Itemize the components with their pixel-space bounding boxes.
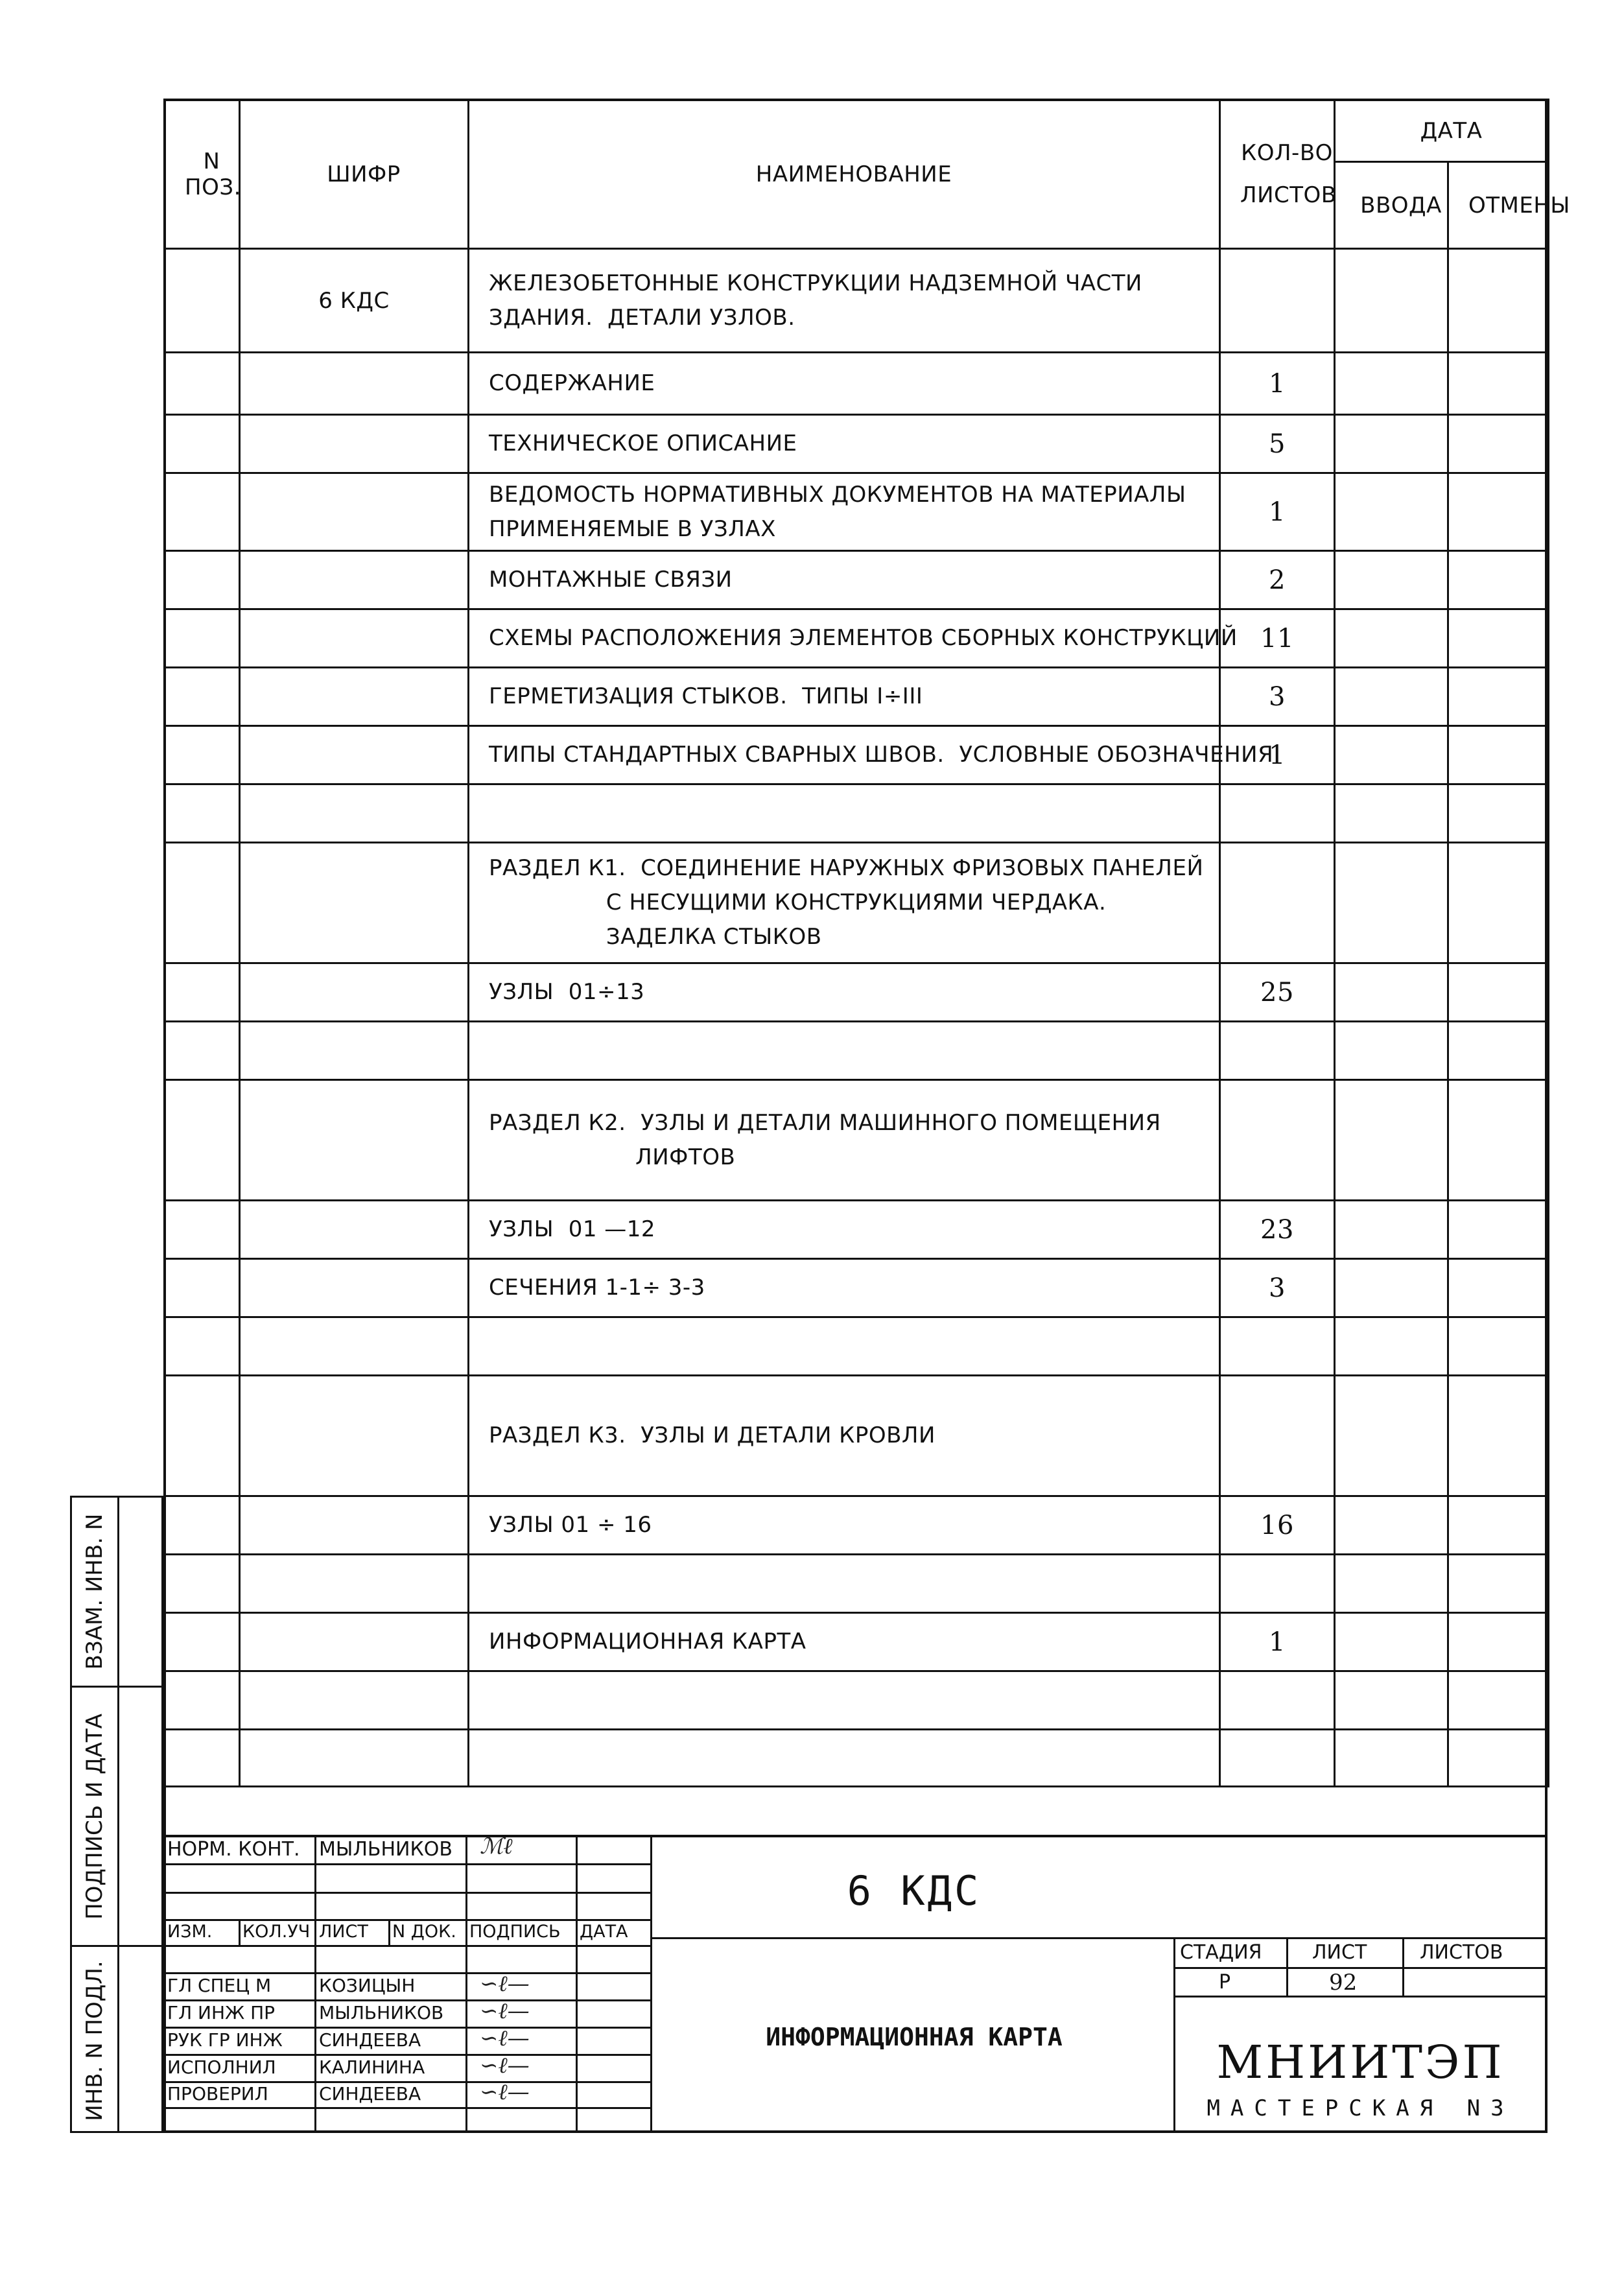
row-qty — [1220, 1555, 1335, 1613]
col-sign-label: ПОДПИСЬ — [469, 1922, 561, 1942]
row-date-cancel — [1448, 1730, 1549, 1787]
row-date-in — [1335, 726, 1448, 784]
side-value-column — [117, 1496, 163, 2133]
row-code — [240, 784, 469, 843]
row-qty: 5 — [1220, 415, 1335, 473]
row-date-in — [1335, 1376, 1448, 1496]
row-date-cancel — [1448, 726, 1549, 784]
row-name-text: ЖЕЛЕЗОБЕТОННЫЕ КОНСТРУКЦИИ НАДЗЕМНОЙ ЧАСТИ ЗДАНИЯ. ДЕТАЛИ УЗЛОВ. — [489, 270, 1142, 331]
row-code — [240, 415, 469, 473]
row-qty — [1220, 1671, 1335, 1730]
table-row — [165, 1613, 1549, 1671]
row-qty — [1220, 1376, 1335, 1496]
row-qty — [1220, 1080, 1335, 1201]
row-name-text: УЗЛЫ 01 —12 — [489, 1216, 656, 1243]
staff-signature: ∽ℓ— — [480, 1998, 530, 2024]
row-pos — [165, 609, 240, 668]
row-code — [240, 1022, 469, 1080]
row-date-in — [1335, 1496, 1448, 1555]
row-qty: 25 — [1220, 963, 1335, 1022]
row-name — [469, 963, 1220, 1022]
row-date-cancel — [1448, 1201, 1549, 1259]
row-code — [240, 963, 469, 1022]
table-row — [165, 784, 1549, 843]
row-name — [469, 1317, 1220, 1376]
row-name — [469, 726, 1274, 784]
row-date-in — [1335, 551, 1448, 609]
row-code — [240, 609, 469, 668]
row-code — [240, 551, 469, 609]
row-date-cancel — [1448, 353, 1549, 415]
sheet-label: ЛИСТ — [1312, 1941, 1367, 1964]
table-row — [165, 1496, 1549, 1555]
row-qty: 2 — [1220, 551, 1335, 609]
row-name — [469, 1080, 1220, 1201]
row-name-text: СХЕМЫ РАСПОЛОЖЕНИЯ ЭЛЕМЕНТОВ СБОРНЫХ КОНСТРУКЦИЙ — [489, 625, 1238, 652]
row-date-in — [1335, 353, 1448, 415]
staff-role: РУК ГР ИНЖ — [167, 2029, 283, 2051]
row-name-text: СОДЕРЖАНИЕ — [489, 370, 655, 397]
row-date-cancel — [1448, 473, 1549, 551]
row-code — [240, 353, 469, 415]
row-name-text: РАЗДЕЛ К2. УЗЛЫ И ДЕТАЛИ МАШИННОГО ПОМЕЩЕНИЯ ЛИФТОВ — [489, 1109, 1161, 1170]
row-pos — [165, 1613, 240, 1671]
row-name — [469, 668, 1220, 726]
row-qty: 1 — [1220, 1613, 1335, 1671]
row-date-in — [1335, 1022, 1448, 1080]
row-name — [469, 784, 1220, 843]
norm-control-name: МЫЛЬНИКОВ — [319, 1838, 453, 1861]
row-name-text: ИНФОРМАЦИОННАЯ КАРТА — [489, 1629, 806, 1655]
row-date-in — [1335, 963, 1448, 1022]
row-code — [240, 1555, 469, 1613]
organization-name: МНИИТЭП — [1216, 2036, 1505, 2089]
col-list-label: ЛИСТ — [319, 1922, 368, 1942]
row-date-in — [1335, 1730, 1448, 1787]
row-name — [469, 1376, 1220, 1496]
row-date-cancel — [1448, 1259, 1549, 1317]
row-name — [469, 1496, 1220, 1555]
row-code: 6 КДС — [240, 249, 469, 353]
table-row — [165, 551, 1549, 609]
row-date-cancel — [1448, 784, 1549, 843]
row-pos — [165, 415, 240, 473]
table-row — [165, 1201, 1549, 1259]
side-label-column — [70, 1496, 119, 2133]
row-name — [469, 551, 1220, 609]
row-name — [469, 473, 1220, 551]
row-qty: 1 — [1220, 726, 1335, 784]
table-row — [165, 1730, 1549, 1787]
row-qty: 16 — [1220, 1496, 1335, 1555]
row-date-cancel — [1448, 1022, 1549, 1080]
row-name — [469, 1730, 1220, 1787]
row-pos — [165, 1376, 240, 1496]
row-date-in — [1335, 1080, 1448, 1201]
row-pos — [165, 353, 240, 415]
row-name-text: РАЗДЕЛ К3. УЗЛЫ И ДЕТАЛИ КРОВЛИ — [489, 1422, 936, 1449]
row-pos — [165, 726, 240, 784]
header-date-cancel: ОТМЕНЫ — [1448, 162, 1549, 249]
col-ndok-label: N ДОК. — [392, 1922, 456, 1942]
row-pos — [165, 843, 240, 963]
row-qty: 1 — [1220, 353, 1335, 415]
header-date-in: ВВОДА — [1335, 162, 1448, 249]
side-stamp — [70, 1496, 163, 2133]
table-row — [165, 249, 1549, 353]
row-date-in — [1335, 1555, 1448, 1613]
row-name-text: ТИПЫ СТАНДАРТНЫХ СВАРНЫХ ШВОВ. УСЛОВНЫЕ ОБОЗНАЧЕНИЯ — [489, 742, 1274, 768]
col-kol-label: КОЛ.УЧ — [242, 1922, 311, 1942]
row-date-cancel — [1448, 668, 1549, 726]
header-pos: N ПОЗ. — [165, 100, 240, 249]
row-qty — [1220, 249, 1335, 353]
norm-control-label: НОРМ. КОНТ. — [167, 1838, 300, 1861]
row-date-in — [1335, 609, 1448, 668]
staff-name: КАЛИНИНА — [319, 2056, 425, 2078]
table-row — [165, 1376, 1549, 1496]
row-qty: 3 — [1220, 668, 1335, 726]
row-pos — [165, 551, 240, 609]
table-row — [165, 609, 1549, 668]
row-code — [240, 473, 469, 551]
row-date-in — [1335, 843, 1448, 963]
row-date-in — [1335, 668, 1448, 726]
row-name — [469, 415, 1220, 473]
row-pos — [165, 668, 240, 726]
row-name — [469, 353, 1220, 415]
side-inv-label: ИНВ. N ПОДЛ. — [82, 1961, 108, 2121]
row-date-in — [1335, 1259, 1448, 1317]
staff-role: ГЛ СПЕЦ М — [167, 1975, 272, 1996]
staff-signature: ∽ℓ— — [480, 2079, 530, 2105]
row-qty: 3 — [1220, 1259, 1335, 1317]
contents-table — [163, 99, 1570, 1787]
row-pos — [165, 1259, 240, 1317]
header-code: ШИФР — [240, 100, 469, 249]
row-pos — [165, 1317, 240, 1376]
row-date-cancel — [1448, 249, 1549, 353]
row-date-cancel — [1448, 1376, 1549, 1496]
row-date-cancel — [1448, 1555, 1549, 1613]
document-code: 6 КДС — [847, 1867, 982, 1915]
table-row — [165, 726, 1549, 784]
row-date-cancel — [1448, 1496, 1549, 1555]
row-pos — [165, 1555, 240, 1613]
row-name — [469, 843, 1220, 963]
col-izm-label: ИЗМ. — [167, 1922, 213, 1942]
row-qty — [1220, 1730, 1335, 1787]
row-code — [240, 668, 469, 726]
row-code — [240, 1376, 469, 1496]
table-row — [165, 415, 1549, 473]
row-name-text: МОНТАЖНЫЕ СВЯЗИ — [489, 567, 733, 593]
row-code — [240, 1730, 469, 1787]
row-name-text: ТЕХНИЧЕСКОЕ ОПИСАНИЕ — [489, 430, 797, 457]
side-exchange-label: ВЗАМ. ИНВ. N — [82, 1513, 108, 1670]
row-date-cancel — [1448, 551, 1549, 609]
header-name: НАИМЕНОВАНИЕ — [469, 100, 1220, 249]
side-sign-date-label: ПОДПИСЬ И ДАТА — [82, 1713, 108, 1920]
table-row — [165, 1317, 1549, 1376]
table-row — [165, 1022, 1549, 1080]
row-qty — [1220, 1022, 1335, 1080]
row-date-in — [1335, 1671, 1448, 1730]
row-pos — [165, 1201, 240, 1259]
row-qty — [1220, 784, 1335, 843]
table-row — [165, 1671, 1549, 1730]
table-row — [165, 1555, 1549, 1613]
row-name — [469, 1201, 1220, 1259]
staff-name: МЫЛЬНИКОВ — [319, 2002, 444, 2023]
row-name-text: РАЗДЕЛ К1. СОЕДИНЕНИЕ НАРУЖНЫХ ФРИЗОВЫХ ПАНЕЛЕЙ С НЕСУЩИМИ КОНСТРУКЦИЯМИ ЧЕРДАКА. ЗАДЕЛКА СТЫКОВ — [489, 855, 1204, 950]
row-name — [469, 609, 1238, 668]
row-code — [240, 1613, 469, 1671]
sheets-label: ЛИСТОВ — [1420, 1941, 1503, 1964]
row-pos — [165, 784, 240, 843]
row-pos — [165, 1496, 240, 1555]
row-date-in — [1335, 249, 1448, 353]
row-name-text: ВЕДОМОСТЬ НОРМАТИВНЫХ ДОКУМЕНТОВ НА МАТЕРИАЛЫ ПРИМЕНЯЕМЫЕ В УЗЛАХ — [489, 481, 1186, 542]
row-date-cancel — [1448, 1671, 1549, 1730]
staff-name: СИНДЕЕВА — [319, 2083, 421, 2104]
sheet-value: 92 — [1329, 1970, 1358, 1996]
table-row — [165, 353, 1549, 415]
staff-role: ПРОВЕРИЛ — [167, 2083, 268, 2104]
table-row — [165, 1259, 1549, 1317]
row-pos — [165, 473, 240, 551]
row-qty: 11 — [1220, 609, 1335, 668]
staff-role: ИСПОЛНИЛ — [167, 2056, 276, 2078]
norm-control-signature: ℳℓ — [480, 1833, 513, 1859]
row-pos — [165, 1022, 240, 1080]
table-row — [165, 473, 1549, 551]
row-name — [469, 249, 1220, 353]
row-code — [240, 843, 469, 963]
document-title: ИНФОРМАЦИОННАЯ КАРТА — [766, 2023, 1063, 2051]
table-row — [165, 668, 1549, 726]
row-name — [469, 1022, 1220, 1080]
row-date-cancel — [1448, 1080, 1549, 1201]
table-row — [165, 963, 1549, 1022]
row-pos — [165, 1730, 240, 1787]
header-qty: КОЛ-ВО ЛИСТОВ — [1220, 100, 1335, 249]
row-code — [240, 1317, 469, 1376]
staff-signature: ∽ℓ— — [480, 1971, 530, 1997]
row-name — [469, 1671, 1220, 1730]
staff-role: ГЛ ИНЖ ПР — [167, 2002, 276, 2023]
table-row — [165, 1080, 1549, 1201]
workshop-name: МАСТЕРСКАЯ N3 — [1206, 2095, 1514, 2121]
row-date-cancel — [1448, 843, 1549, 963]
row-name-text: УЗЛЫ 01÷13 — [489, 979, 645, 1006]
row-date-cancel — [1448, 1613, 1549, 1671]
row-code — [240, 726, 469, 784]
row-name — [469, 1613, 1220, 1671]
row-code — [240, 1080, 469, 1201]
row-date-cancel — [1448, 1317, 1549, 1376]
row-qty — [1220, 843, 1335, 963]
row-name-text: СЕЧЕНИЯ 1-1÷ 3-3 — [489, 1275, 705, 1301]
row-code — [240, 1259, 469, 1317]
staff-name: СИНДЕЕВА — [319, 2029, 421, 2051]
row-qty: 23 — [1220, 1201, 1335, 1259]
row-name-text: ГЕРМЕТИЗАЦИЯ СТЫКОВ. ТИПЫ I÷III — [489, 683, 923, 710]
col-date-label: ДАТА — [580, 1922, 628, 1942]
row-date-cancel — [1448, 609, 1549, 668]
row-name — [469, 1259, 1220, 1317]
stage-value: Р — [1219, 1971, 1231, 1994]
row-qty — [1220, 1317, 1335, 1376]
staff-signature: ∽ℓ— — [480, 2025, 530, 2051]
row-pos — [165, 1671, 240, 1730]
row-date-in — [1335, 1201, 1448, 1259]
row-code — [240, 1201, 469, 1259]
header-date: ДАТА — [1335, 100, 1549, 162]
table-row — [165, 843, 1549, 963]
row-pos — [165, 249, 240, 353]
row-code — [240, 1496, 469, 1555]
stage-label: СТАДИЯ — [1180, 1941, 1262, 1964]
row-date-in — [1335, 784, 1448, 843]
row-name — [469, 1555, 1220, 1613]
row-date-in — [1335, 1613, 1448, 1671]
row-date-in — [1335, 415, 1448, 473]
row-name-text: УЗЛЫ 01 ÷ 16 — [489, 1512, 652, 1538]
row-qty: 1 — [1220, 473, 1335, 551]
row-pos — [165, 1080, 240, 1201]
row-pos — [165, 963, 240, 1022]
staff-name: КОЗИЦЫН — [319, 1975, 416, 1996]
row-date-cancel — [1448, 963, 1549, 1022]
row-code — [240, 1671, 469, 1730]
row-date-cancel — [1448, 415, 1549, 473]
row-date-in — [1335, 1317, 1448, 1376]
row-date-in — [1335, 473, 1448, 551]
staff-signature: ∽ℓ— — [480, 2053, 530, 2079]
